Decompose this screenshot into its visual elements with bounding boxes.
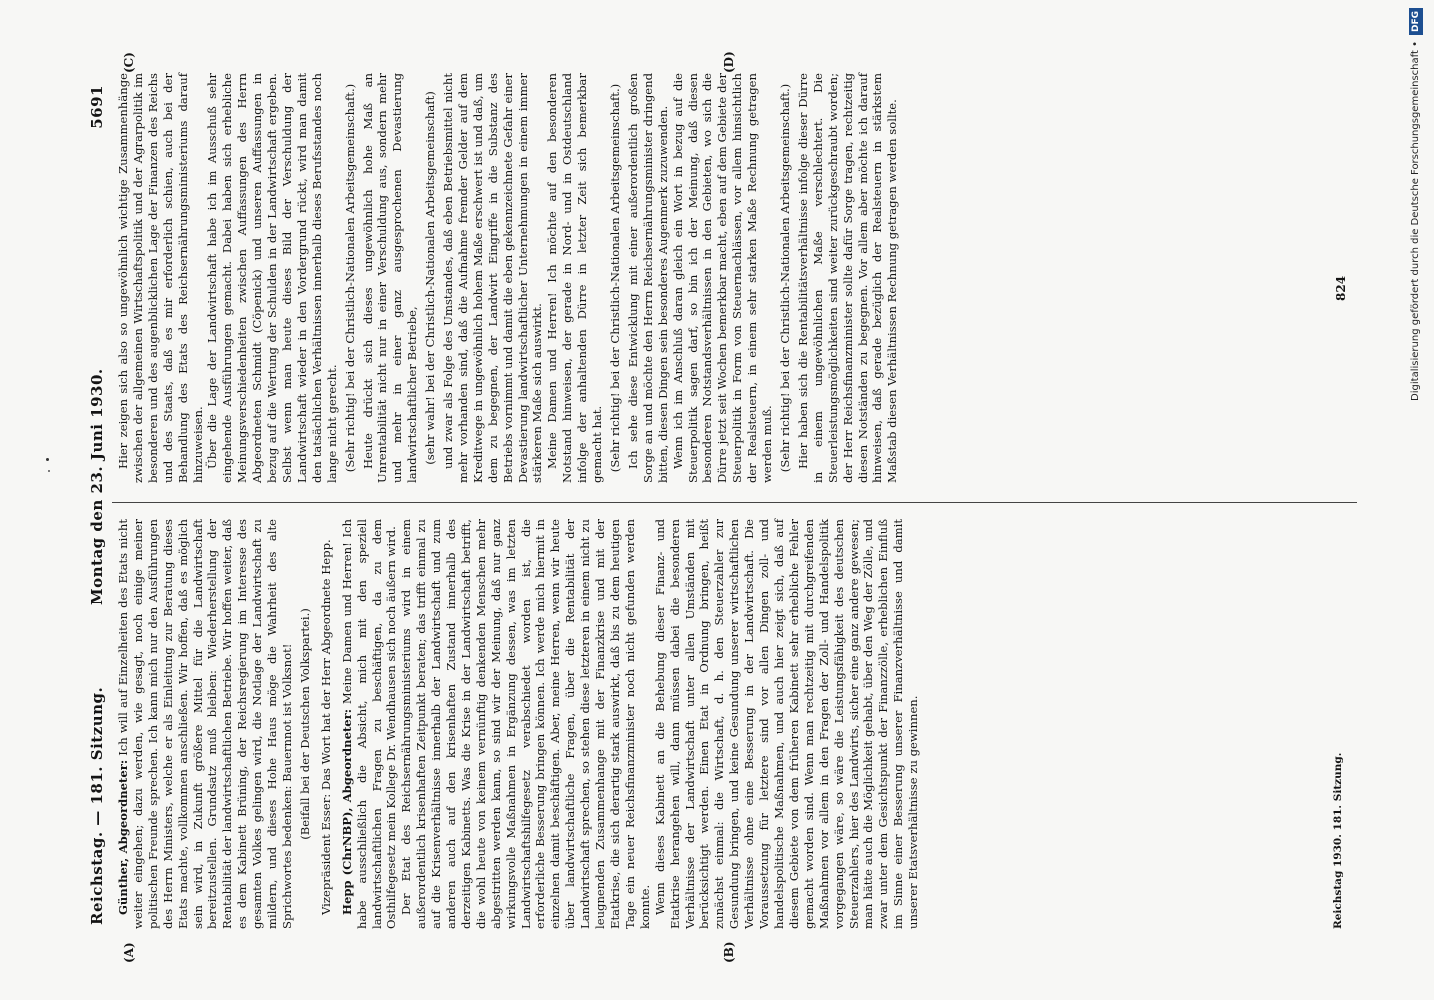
right-column xyxy=(116,73,900,483)
paragraph: Heute drückt sich dieses ungewöhnlich hohe Maß an Unrentabilität nicht nur in einer Verschuldung aus, sondern mehr und mehr in einer ganz ausgesprochenen Devastierung landwirtschaftlicher Betriebe, xyxy=(360,73,420,483)
interjection: (Sehr richtig! bei der Christlich-Nationalen Arbeitsgemeinschaft.) xyxy=(777,83,792,473)
dfg-credit-text: Digitalisierung gefördert durch die Deutsche Forschungsgemeinschaft • xyxy=(1410,41,1421,401)
paragraph: Ich sehe diese Entwicklung mit einer außerordentlich großen Sorge an und möchte den Herrn Reichsernährungsminister dringend bitten, diesen Dingen sein besonderes Augenmerk zuzuwenden. xyxy=(625,73,670,483)
page-header xyxy=(82,65,108,935)
paragraph: Meine Damen und Herren! Ich möchte auf den besonderen Notstand hinweisen, der gerade in Nord- und in Ostdeutschland infolge der anhaltenden Dürre in letzter Zeit sich bemerkbar gemacht hat. xyxy=(545,73,605,483)
interjection: (Beifall bei der Deutschen Volkspartei.) xyxy=(297,608,312,840)
scan-speck xyxy=(48,470,50,472)
interjection: (Sehr richtig! bei der Christlich-Nationalen Arbeitsgemeinschaft.) xyxy=(342,83,357,473)
speaker-name: Hepp (ChrNBP), Abgeordneter: xyxy=(339,708,354,915)
paragraph-text: Ich will auf Einzelheiten des Etats nicht weiter eingehen; dazu werden, wie gesagt, noch einige meiner politischen Freunde sprechen. Ich kann mich nur den Ausführungen des Herrn Ministers, welche er als Einleitung zur Beratung dieses Etats machte, vollkommen anschließen. Wir hoffen, daß es möglich sein wird, in Zukunft größere Mittel für die Landwirtschaft bereitzustellen. Grundsatz muß bleiben: Wiederherstellung der Rentabilität der landwirtschaftlichen Betriebe. Wir hoffen weiter, daß es dem Kabinett Brüning, der Reichsregierung im Interesse des gesamten Volkes gelingen wird, die Notlage der Landwirtschaft zu mildern, und dieses Hohe Haus möge die Wahrheit des alte Sprichwortes bedenken: Bauernnot ist Volksnot! xyxy=(116,519,294,929)
margin-mark-c: (C) xyxy=(122,52,136,73)
dfg-logo: DFG xyxy=(1409,8,1423,35)
margin-mark-b: (B) xyxy=(722,941,736,963)
margin-mark-a: (A) xyxy=(122,942,136,963)
column-divider xyxy=(112,502,1357,503)
rotated-page-content xyxy=(82,51,1372,963)
paragraph xyxy=(116,519,295,929)
footer-page-number: 824 xyxy=(1334,275,1348,301)
paragraph-text: Meine Damen und Herren! Ich habe ausschließlich die Absicht, mich mit den speziell landwirtschaftlichen Fragen zu beschäftigen, da zu dem Osthilfegesetz mein Kollege Dr. Wendhausen sich noch äußern wird. xyxy=(339,518,399,929)
paragraph: Der Etat des Reichsernährungsministeriums wird in einem außerordentlich krisenhaften Zeitpunkt beraten; das trifft einmal zu auf die Krisenverhältnisse innerhalb der Landwirtschaft und zum anderen auch auf den krisenhaften Zustand innerhalb des derzeitigen Kabinetts. Was die Krise in der Landwirtschaft betrifft, die wohl heute von keinem vernünftig denkenden Menschen mehr abgestritten werden kann, so sind wir der Meinung, daß nur ganz wirkungsvolle Maßnahmen in Ergänzung dessen, was im letzten Landwirtschaftshilfegesetz verabschiedet worden ist, die erforderliche Besserung bringen können. Ich werde mich hiermit in einzelnen damit beschäftigen. Aber, meine Herren, wenn wir heute über landwirtschaftliche Fragen, über die Rentabilität der Landwirtschaft sprechen, so stehen diese letzteren in einem nicht zu leugnenden Zusammenhange mit der Finanzkrise und mit der Etatkrise, die sich derartig stark auswirkt, daß bis zu dem heutigen Tage ein neuer Reichsfinanzminister noch nicht gefunden werden konnte. xyxy=(399,519,652,929)
header-left: Reichstag. — 181. Sitzung. xyxy=(88,686,106,925)
margin-mark-d: (D) xyxy=(722,51,736,73)
header-page-number: 5691 xyxy=(88,85,106,129)
paragraph: Wenn ich im Anschluß daran gleich ein Wort in bezug auf die Steuerpolitik sagen darf, so bin ich der Meinung, daß diesen besonderen Notstandsverhältnissen in den Gebieten, wo sich die Dürre jetzt seit Wochen bemerkbar macht, eben auf dem Gebiete der Steuerpolitik in Form von Steuernachlässen, vor allem hinsichtlich der Realsteuern, in einem sehr starken Maße Rechnung getragen werden muß. xyxy=(670,73,775,483)
paragraph: Hier haben sich die Rentabilitätsverhältnisse infolge dieser Dürre in einem ungewöhnlichen Maße verschlechtert. Die Steuerleistungsmöglichkeiten sind weiter zurückgeschraubt worden; der Herr Reichsfinanzminister sollte dafür Sorge tragen, rechtzeitig diesen Notständen zu begegnen. Vor allem aber möchte ich darauf hinweisen, daß gerade bezüglich der Realsteuern in stärkstem Maßstab diesen Verhältnissen Rechnung getragen werden sollte. xyxy=(795,73,900,483)
header-date: Montag den 23. Juni 1930. xyxy=(88,368,106,605)
paragraph: Über die Lage der Landwirtschaft habe ich im Ausschuß sehr eingehende Ausführungen gemacht. Dabei haben sich erhebliche Meinungsverschiedenheiten zwischen Auffassungen des Herrn Abgeordneten Schmidt (Cöpenick) und unseren Auffassungen in bezug auf die Wertung der Schulden in der Landwirtschaft ergeben. Selbst wenn man heute dieses Bild der Verschuldung der Landwirtschaft wieder in den Vordergrund rückt, wird man damit den tatsächlichen Verhältnissen innerhalb dieses Berufsstandes noch lange nicht gerecht. xyxy=(205,73,339,483)
left-column xyxy=(116,519,921,929)
interjection: (Sehr richtig! bei der Christlich-Nationalen Arbeitsgemeinschaft.) xyxy=(608,83,622,473)
dfg-watermark xyxy=(1406,8,1426,998)
interjection: (sehr wahr! bei der Christlich-Nationalen Arbeitsgemeinschaft) xyxy=(423,91,438,465)
paragraph: Wenn dieses Kabinett an die Behebung dieser Finanz- und Etatkrise herangehen will, dann müssen dabei die besonderen Verhältnisse der Landwirtschaft unter allen Umständen mit berücksichtigt werden. Einen Etat in Ordnung bringen, heißt zunächst einmal: die Wirtschaft, d. h. den Steuerzahler zur Gesundung bringen, und keine Gesundung unserer wirtschaftlichen Verhältnisse ohne eine Besserung in der Landwirtschaft. Die Voraussetzung für letztere sind vor allen Dingen zoll- und handelspolitische Maßnahmen, und auch hier zeigt sich, daß auf diesem Gebiete von dem früheren Kabinett sehr erhebliche Fehler gemacht worden sind. Wenn man rechtzeitig mit durchgreifenden Maßnahmen vor allem in den Fragen der Zoll- und Handelspolitik vorgegangen wäre, so wäre die Leistungsfähigkeit des deutschen Steuerzahlers, hier des Landwirts, sicher eine ganz andere gewesen; man hätte auch die Möglichkeit gehabt, über den Weg der Zölle, und zwar unter dem Gesichtspunkt der Finanzzölle, erheblichen Einfluß im Sinne einer Besserung unserer Finanzverhältnisse und damit unserer Etatsverhältnisse zu gewinnen. xyxy=(652,519,921,929)
paragraph xyxy=(340,519,400,929)
scan-speck xyxy=(46,458,49,461)
paragraph: Hier zeigen sich also so ungewöhnlich wichtige Zusammenhänge zwischen der allgemeinen Wirtschaftspolitik und der Agrarpolitik im besonderen und des augenblicklichen Lage der Finanzen des Reichs und des Staats, daß es mir erforderlich schien, auch bei der Behandlung des Etats des Reichsernährungsministeriums darauf hinzuweisen. xyxy=(116,73,205,483)
paragraph: und zwar als Folge des Umstandes, daß eben Betriebsmittel nicht mehr vorhanden sind, daß die Aufnahme fremder Gelder auf dem Kreditwege in ungewöhnlich hohem Maße erschwert ist und daß, um dem zu begegnen, der Landwirt Eingriffe in die Substanz des Betriebs vornimmt und damit die eben gekennzeichnete Gefahr einer Devastierung landwirtschaftlicher Unternehmungen in einem immer stärkeren Maße sich auswirkt. xyxy=(441,73,545,483)
speaker-name: Günther, Abgeordneter: xyxy=(116,759,130,915)
page-footer: Reichstag 1930. 181. Sitzung. xyxy=(1332,752,1344,929)
dfg-credit xyxy=(1406,8,1426,998)
paragraph: Vizepräsident Esser: Das Wort hat der Herr Abgeordnete Hepp. xyxy=(318,539,333,915)
